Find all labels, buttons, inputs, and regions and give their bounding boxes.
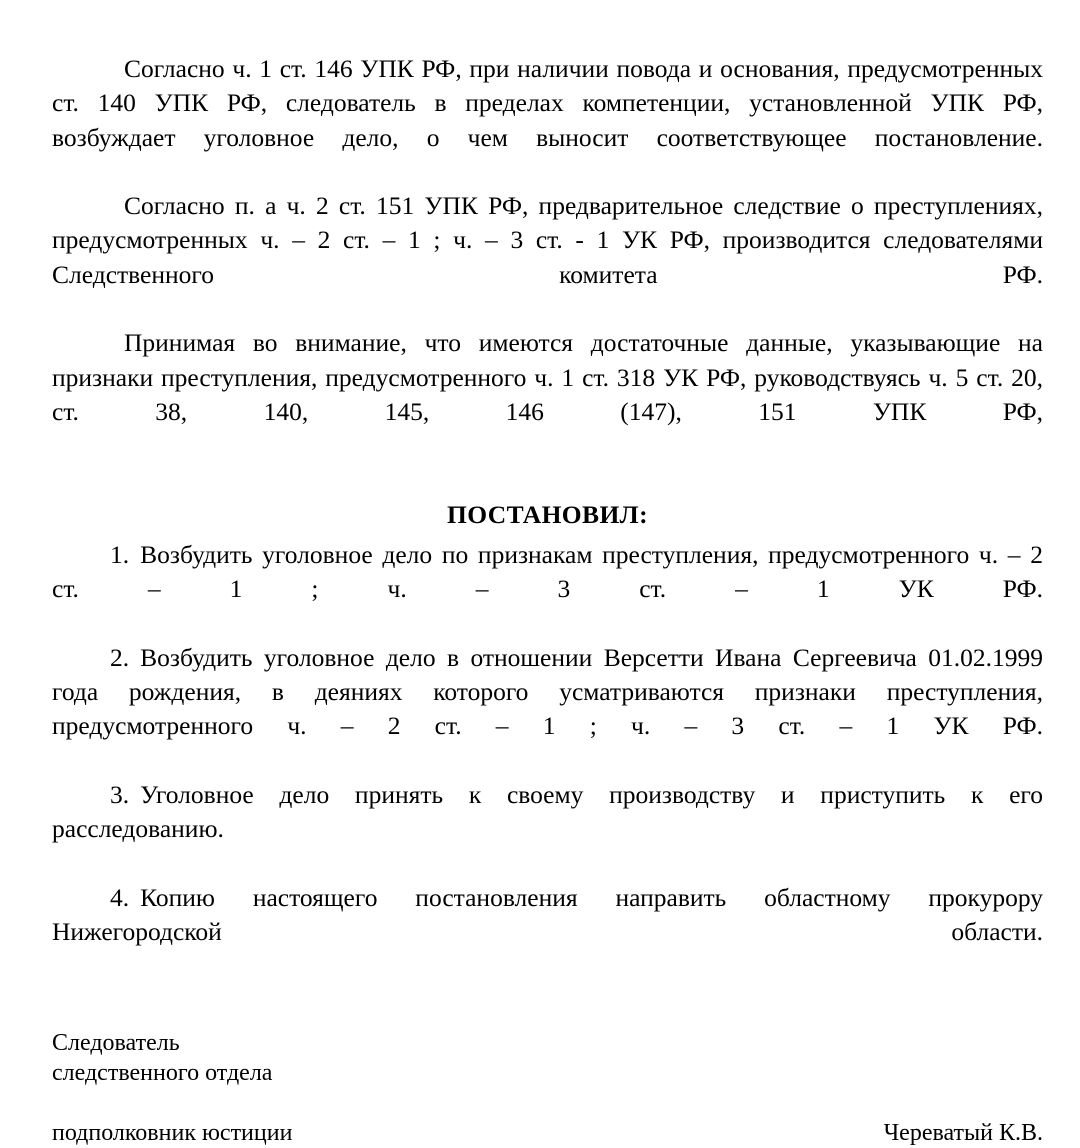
signature-position-line-2: следственного отдела	[52, 1059, 273, 1086]
decision-list	[52, 538, 1043, 984]
decision-text-3: Уголовное дело принять к своему производству и приступить к его расследованию.	[52, 779, 1043, 844]
signature-rank-row	[52, 1118, 1043, 1148]
decision-text-2: Возбудить уголовное дело в отношении Версетти Ивана Сергеевича 01.02.1999 года рождения, в деяниях которого усматриваются признаки преступления, предусмотренного ч. – 2 ст. – 1 ; ч. – 3 ст. – 1 УК РФ.	[52, 642, 1043, 741]
decision-text-4: Копию настоящего постановления направить областному прокурору Нижегородской области.	[52, 882, 1043, 947]
decision-number-4: 4.	[110, 882, 130, 912]
decision-number-3: 3.	[110, 779, 130, 809]
signature-block	[52, 1028, 1043, 1148]
document-body	[52, 52, 1043, 1148]
resolution-heading-container	[52, 464, 1043, 538]
decision-text-1: Возбудить уголовное дело по признакам преступления, предусмотренного ч. – 2 ст. – 1 ; ч. – 3 ст. – 1 УК РФ.	[52, 539, 1043, 604]
signature-name: Череватый К.В.	[883, 1119, 1043, 1146]
preamble-paragraph-3: Принимая во внимание, что имеются достаточные данные, указывающие на признаки преступления, предусмотренного ч. 1 ст. 318 УК РФ, руководствуясь ч. 5 ст. 20, ст. 38, 140, 145, 146 (147), 151 УПК РФ,	[52, 328, 1043, 426]
signature-rank: подполковник юстиции	[52, 1119, 293, 1146]
decision-item-4	[52, 881, 1043, 984]
decision-item-1	[52, 538, 1043, 641]
preamble-paragraph-2: Согласно п. а ч. 2 ст. 151 УПК РФ, предварительное следствие о преступлениях, предусмотренных ч. – 2 ст. – 1 ; ч. – 3 ст. - 1 УК РФ, производится следователями Следственного комитета РФ.	[52, 191, 1043, 289]
decision-number-2: 2.	[110, 642, 130, 672]
preamble-paragraph-1: Согласно ч. 1 ст. 146 УПК РФ, при наличии повода и основания, предусмотренных ст. 140 УПК РФ, следователь в пределах компетенции, установленной УПК РФ, возбуждает уголовное дело, о чем выносит соответствующее постановление.	[52, 54, 1043, 152]
decision-item-2	[52, 641, 1043, 778]
resolution-heading: ПОСТАНОВИЛ:	[447, 499, 648, 529]
decision-number-1: 1.	[110, 539, 130, 569]
decision-item-3	[52, 778, 1043, 881]
signature-position-line-1: Следователь	[52, 1029, 180, 1056]
